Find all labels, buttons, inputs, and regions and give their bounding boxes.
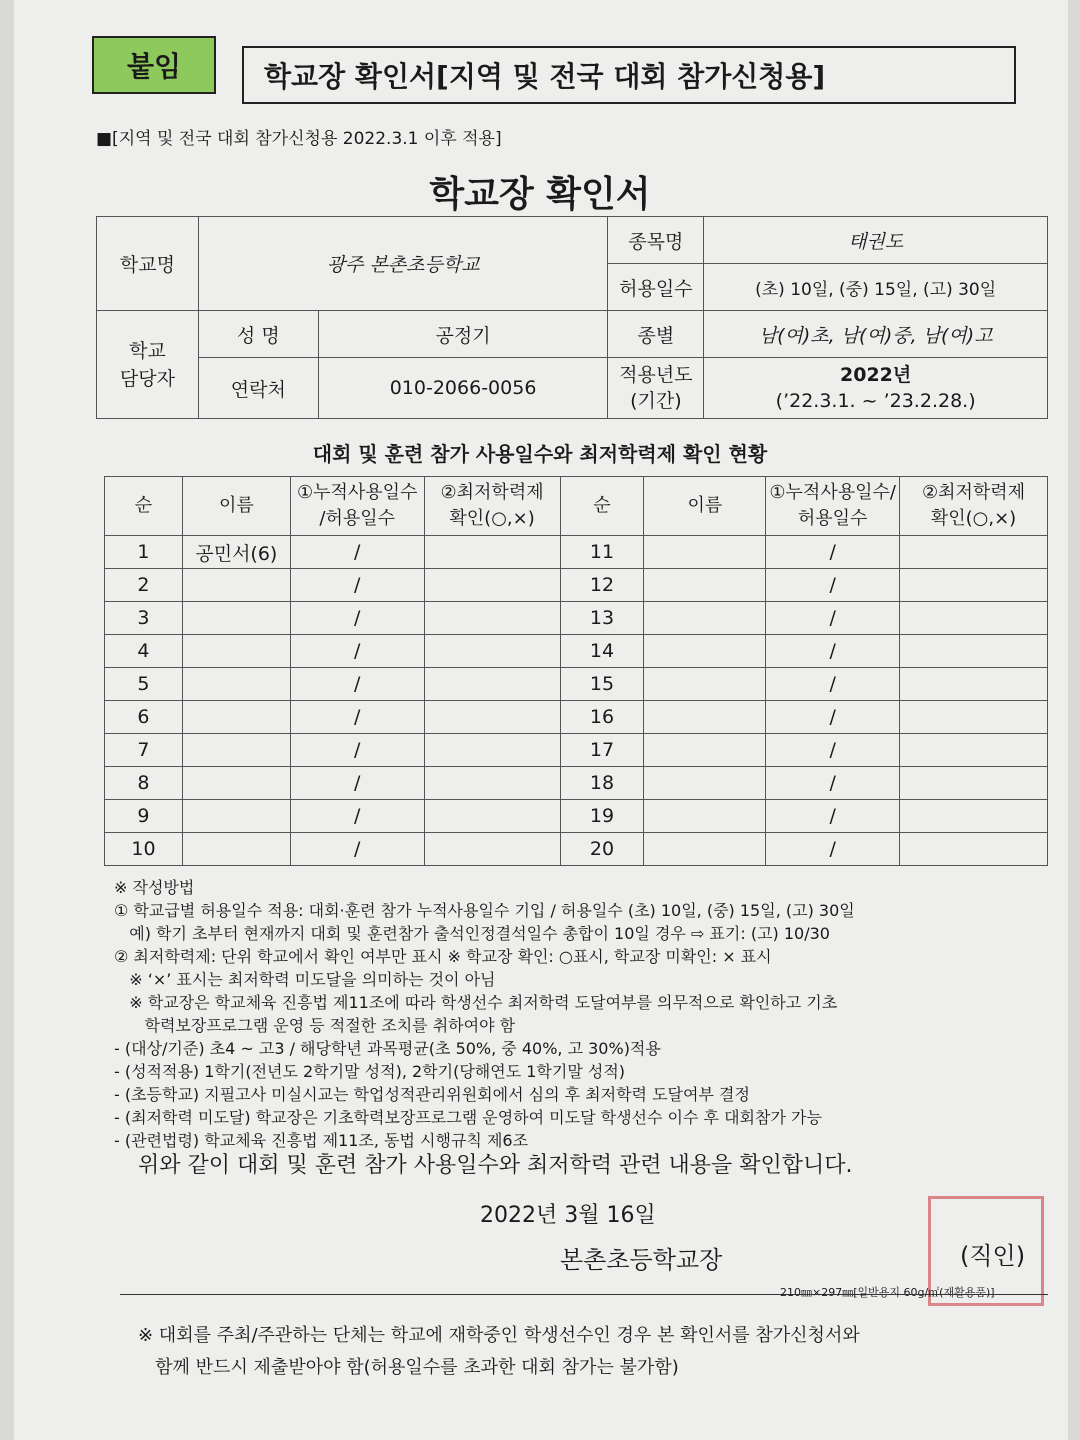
col-header: ①누적사용일수 /허용일수 xyxy=(290,477,424,536)
days-cell: / xyxy=(290,602,424,635)
check-cell xyxy=(424,635,560,668)
row-number: 8 xyxy=(105,767,183,800)
contact-label: 연락처 xyxy=(198,358,318,419)
check-cell xyxy=(900,800,1048,833)
year-value: 2022년 xyxy=(840,364,912,386)
student-name xyxy=(644,800,766,833)
confirmation-statement: 위와 같이 대회 및 훈련 참가 사용일수와 최저학력 관련 내용을 확인합니다. xyxy=(138,1153,853,1178)
row-number: 9 xyxy=(105,800,183,833)
note-line: ※ 작성방법 xyxy=(114,878,195,897)
days-cell: / xyxy=(766,569,900,602)
student-name xyxy=(644,734,766,767)
note-line: ※ ‘×’ 표시는 최저학력 미도달을 의미하는 것이 아님 xyxy=(114,970,496,989)
table-row xyxy=(105,767,1048,800)
check-cell xyxy=(900,602,1048,635)
row-number: 2 xyxy=(105,569,183,602)
table-row xyxy=(105,602,1048,635)
seal-label: (직인) xyxy=(960,1242,1026,1270)
attachment-tag: 붙임 xyxy=(92,36,216,94)
school-label: 학교명 xyxy=(97,217,199,311)
days-cell: / xyxy=(766,701,900,734)
col-header: ②최저학력제 확인(○,×) xyxy=(900,477,1048,536)
student-name xyxy=(182,569,290,602)
check-cell xyxy=(424,536,560,569)
check-cell xyxy=(900,569,1048,602)
student-name xyxy=(182,668,290,701)
student-name xyxy=(644,767,766,800)
row-number: 15 xyxy=(560,668,644,701)
note-line: ② 최저학력제: 단위 학교에서 확인 여부만 표시 ※ 학교장 확인: ○표시, 학교장 미확인: × 표시 xyxy=(114,947,772,966)
table-row xyxy=(105,569,1048,602)
days-cell: / xyxy=(290,800,424,833)
name-label: 성 명 xyxy=(198,311,318,358)
check-cell xyxy=(424,602,560,635)
days-cell: / xyxy=(766,635,900,668)
gender-value: 남(여)초, 남(여)중, 남(여)고 xyxy=(704,311,1048,358)
table-row xyxy=(105,668,1048,701)
table-row xyxy=(105,734,1048,767)
student-name xyxy=(182,602,290,635)
student-name xyxy=(644,569,766,602)
note-line: 예) 학기 초부터 현재까지 대회 및 훈련참가 출석인정결석일수 총합이 10일 경우 ⇨ 표기: (고) 10/30 xyxy=(114,924,830,943)
col-header: ①누적사용일수/ 허용일수 xyxy=(766,477,900,536)
student-name xyxy=(182,635,290,668)
check-cell xyxy=(900,536,1048,569)
days-cell: / xyxy=(766,602,900,635)
student-name xyxy=(644,833,766,866)
check-cell xyxy=(900,734,1048,767)
days-cell: / xyxy=(766,668,900,701)
note-line: - (최저학력 미도달) 학교장은 기초학력보장프로그램 운영하여 미도달 학생선수 이수 후 대회참가 가능 xyxy=(114,1108,822,1127)
document-title: 학교장 확인서 xyxy=(429,174,651,215)
days-cell: / xyxy=(766,734,900,767)
header-title: 학교장 확인서[지역 및 전국 대회 참가신청용] xyxy=(242,46,1016,104)
row-number: 4 xyxy=(105,635,183,668)
check-cell xyxy=(424,701,560,734)
check-cell xyxy=(900,635,1048,668)
note-line: - (대상/기준) 초4 ~ 고3 / 해당학년 과목평균(초 50%, 중 40%, 고 30%)적용 xyxy=(114,1039,661,1058)
school-value: 광주 본촌초등학교 xyxy=(198,217,608,311)
row-number: 3 xyxy=(105,602,183,635)
row-number: 10 xyxy=(105,833,183,866)
table-row xyxy=(105,701,1048,734)
row-number: 6 xyxy=(105,701,183,734)
allowed-value: (초) 10일, (중) 15일, (고) 30일 xyxy=(704,264,1048,311)
info-table xyxy=(96,216,1048,419)
row-number: 17 xyxy=(560,734,644,767)
col-header: 이름 xyxy=(644,477,766,536)
row-number: 14 xyxy=(560,635,644,668)
table-row xyxy=(105,800,1048,833)
instructions xyxy=(114,876,1044,1152)
year-label: 적용년도 (기간) xyxy=(608,358,704,419)
check-cell xyxy=(900,767,1048,800)
period-value: (’22.3.1. ~ ’23.2.28.) xyxy=(775,390,976,412)
days-cell: / xyxy=(290,668,424,701)
note-line: - (관련법령) 학교체육 진흥법 제11조, 동법 시행규칙 제6조 xyxy=(114,1131,529,1150)
section-title: 대회 및 훈련 참가 사용일수와 최저학력제 확인 현황 xyxy=(312,442,768,466)
col-header: ②최저학력제 확인(○,×) xyxy=(424,477,560,536)
check-cell xyxy=(424,767,560,800)
days-cell: / xyxy=(290,536,424,569)
issue-date: 2022년 3월 16일 xyxy=(480,1203,656,1228)
row-number: 7 xyxy=(105,734,183,767)
note-line: ※ 학교장은 학교체육 진흥법 제11조에 따라 학생선수 최저학력 도달여부를 의무적으로 확인하고 기초 xyxy=(114,993,838,1012)
student-name xyxy=(644,602,766,635)
row-number: 19 xyxy=(560,800,644,833)
days-cell: / xyxy=(290,569,424,602)
col-header: 이름 xyxy=(182,477,290,536)
student-name xyxy=(182,767,290,800)
table-row xyxy=(105,635,1048,668)
note-line: - (초등학교) 지필고사 미실시교는 학업성적관리위원회에서 심의 후 최저학력 도달여부 결정 xyxy=(114,1085,750,1104)
check-cell xyxy=(424,734,560,767)
allowed-label: 허용일수 xyxy=(608,264,704,311)
check-cell xyxy=(900,833,1048,866)
header-row xyxy=(105,477,1048,536)
days-cell: / xyxy=(290,734,424,767)
manager-label: 학교 담당자 xyxy=(97,311,199,419)
student-name xyxy=(644,536,766,569)
row-number: 1 xyxy=(105,536,183,569)
note-line: ① 학교급별 허용일수 적용: 대회·훈련 참가 누적사용일수 기입 / 허용일수 (초) 10일, (중) 15일, (고) 30일 xyxy=(114,901,855,920)
row-number: 13 xyxy=(560,602,644,635)
check-cell xyxy=(424,833,560,866)
col-header: 순 xyxy=(560,477,644,536)
sport-label: 종목명 xyxy=(608,217,704,264)
gender-label: 종별 xyxy=(608,311,704,358)
row-number: 16 xyxy=(560,701,644,734)
days-cell: / xyxy=(290,701,424,734)
sport-value: 태권도 xyxy=(704,217,1048,264)
note-line: 학력보장프로그램 운영 등 적절한 조치를 취하여야 함 xyxy=(114,1016,516,1035)
year-cell xyxy=(704,358,1048,419)
contact-value: 010-2066-0056 xyxy=(318,358,608,419)
days-cell: / xyxy=(766,800,900,833)
check-cell xyxy=(900,668,1048,701)
days-cell: / xyxy=(290,767,424,800)
row-number: 18 xyxy=(560,767,644,800)
name-value: 공정기 xyxy=(318,311,608,358)
student-name xyxy=(644,635,766,668)
days-cell: / xyxy=(290,833,424,866)
col-header: 순 xyxy=(105,477,183,536)
participation-table xyxy=(104,476,1048,866)
check-cell xyxy=(424,668,560,701)
footer-line: 함께 반드시 제출받아야 함(허용일수를 초과한 대회 참가는 불가함) xyxy=(138,1357,679,1378)
student-name xyxy=(182,734,290,767)
student-name xyxy=(182,833,290,866)
row-number: 11 xyxy=(560,536,644,569)
student-name: 공민서(6) xyxy=(182,536,290,569)
check-cell xyxy=(424,569,560,602)
check-cell xyxy=(424,800,560,833)
row-number: 12 xyxy=(560,569,644,602)
student-name xyxy=(182,800,290,833)
principal-signature: 본촌초등학교장 xyxy=(560,1246,723,1274)
days-cell: / xyxy=(290,635,424,668)
table-row xyxy=(105,536,1048,569)
footer-line: ※ 대회를 주최/주관하는 단체는 학교에 재학중인 학생선수인 경우 본 확인서를 참가신청서와 xyxy=(138,1325,860,1346)
days-cell: / xyxy=(766,767,900,800)
subtitle: ■[지역 및 전국 대회 참가신청용 2022.3.1 이후 적용] xyxy=(96,129,502,149)
student-name xyxy=(644,668,766,701)
note-line: - (성적적용) 1학기(전년도 2학기말 성적), 2학기(당해연도 1학기말 성적) xyxy=(114,1062,626,1081)
student-name xyxy=(182,701,290,734)
table-row xyxy=(105,833,1048,866)
student-name xyxy=(644,701,766,734)
footer-note xyxy=(138,1320,1038,1384)
days-cell: / xyxy=(766,536,900,569)
days-cell: / xyxy=(766,833,900,866)
paper-spec: 210㎜×297㎜[일반용지 60g/㎡(재활용품)] xyxy=(780,1286,995,1299)
divider xyxy=(120,1294,1048,1295)
check-cell xyxy=(900,701,1048,734)
row-number: 20 xyxy=(560,833,644,866)
row-number: 5 xyxy=(105,668,183,701)
